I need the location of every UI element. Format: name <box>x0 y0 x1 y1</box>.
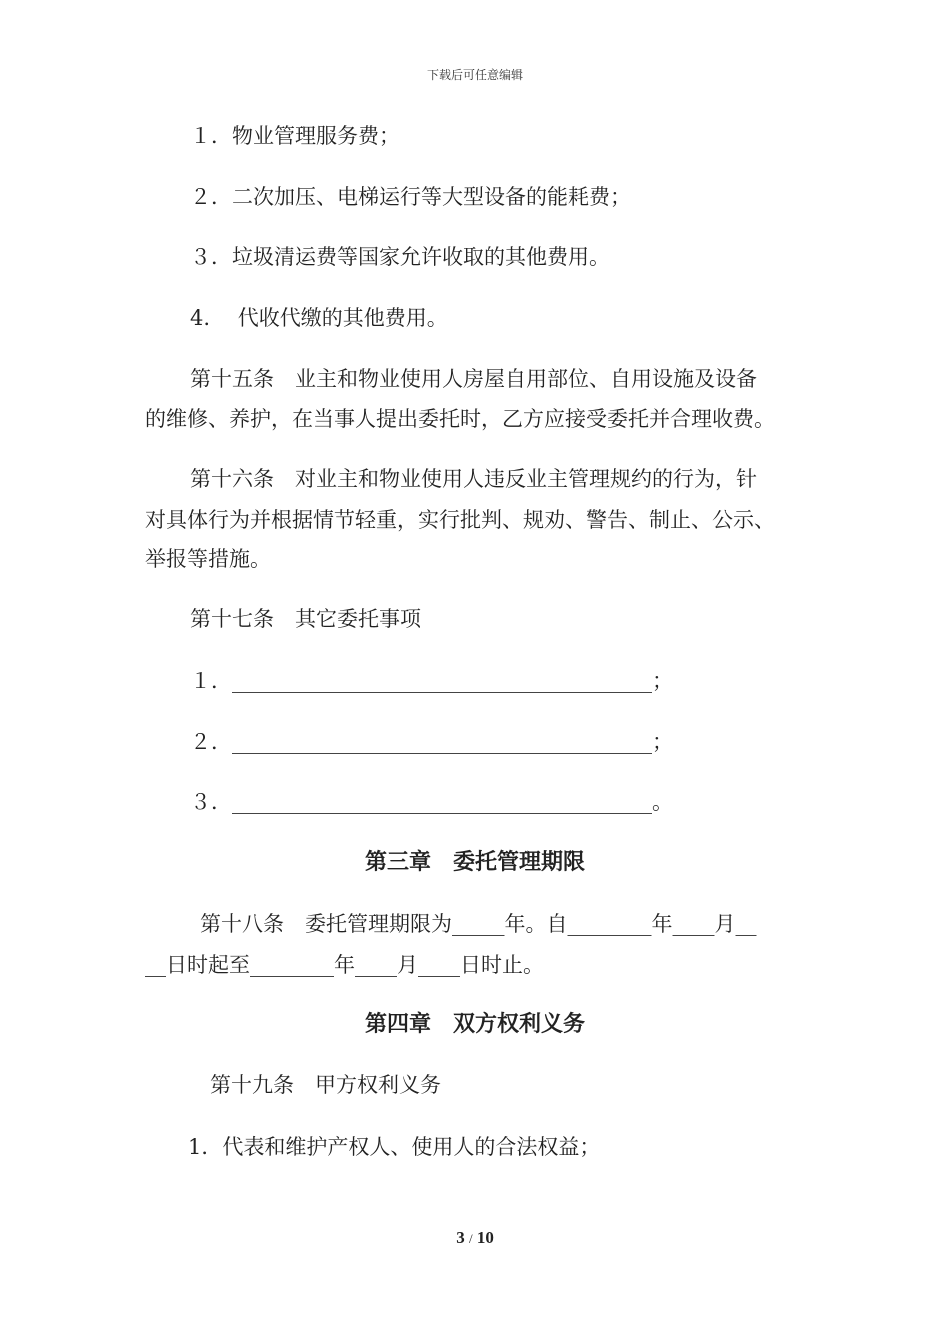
blank-item-3: ３．________________________________________。 <box>190 790 673 814</box>
fee-item-4: 4. 代收代缴的其他费用。 <box>190 306 448 330</box>
fee-item-1: １．物业管理服务费； <box>190 124 400 148</box>
page-current: 3 <box>456 1228 465 1247</box>
article19-item1: 1．代表和维护产权人、使用人的合法权益； <box>188 1135 601 1159</box>
page-number <box>0 1228 950 1248</box>
article15-line2: 的维修、养护，在当事人提出委托时，乙方应接受委托并合理收费。 <box>145 407 775 431</box>
fee-item-2: ２．二次加压、电梯运行等大型设备的能耗费； <box>190 185 631 209</box>
blank-item-2: ２．________________________________________； <box>190 730 673 754</box>
fee-item-3: ３．垃圾清运费等国家允许收取的其他费用。 <box>190 245 610 269</box>
page-total: 10 <box>476 1228 494 1247</box>
header-note: 下载后可任意编辑 <box>426 68 523 82</box>
chapter4-heading: 第四章 双方权利义务 <box>364 1011 585 1037</box>
article18-line1: 第十八条 委托管理期限为_____年。自________年____月__ <box>200 912 757 936</box>
article17: 第十七条 其它委托事项 <box>190 607 421 631</box>
page-separator: / <box>468 1231 473 1246</box>
chapter3-heading: 第三章 委托管理期限 <box>364 849 585 875</box>
article18-line2: __日时起至________年____月____日时止。 <box>145 953 544 977</box>
article15-line1: 第十五条 业主和物业使用人房屋自用部位、自用设施及设备 <box>190 367 757 391</box>
blank-item-1: １．________________________________________； <box>190 669 673 693</box>
article16-line3: 举报等措施。 <box>145 547 271 571</box>
article16-line1: 第十六条 对业主和物业使用人违反业主管理规约的行为，针 <box>190 467 757 491</box>
article19: 第十九条 甲方权利义务 <box>210 1073 441 1097</box>
article16-line2: 对具体行为并根据情节轻重，实行批判、规劝、警告、制止、公示、 <box>145 508 775 532</box>
